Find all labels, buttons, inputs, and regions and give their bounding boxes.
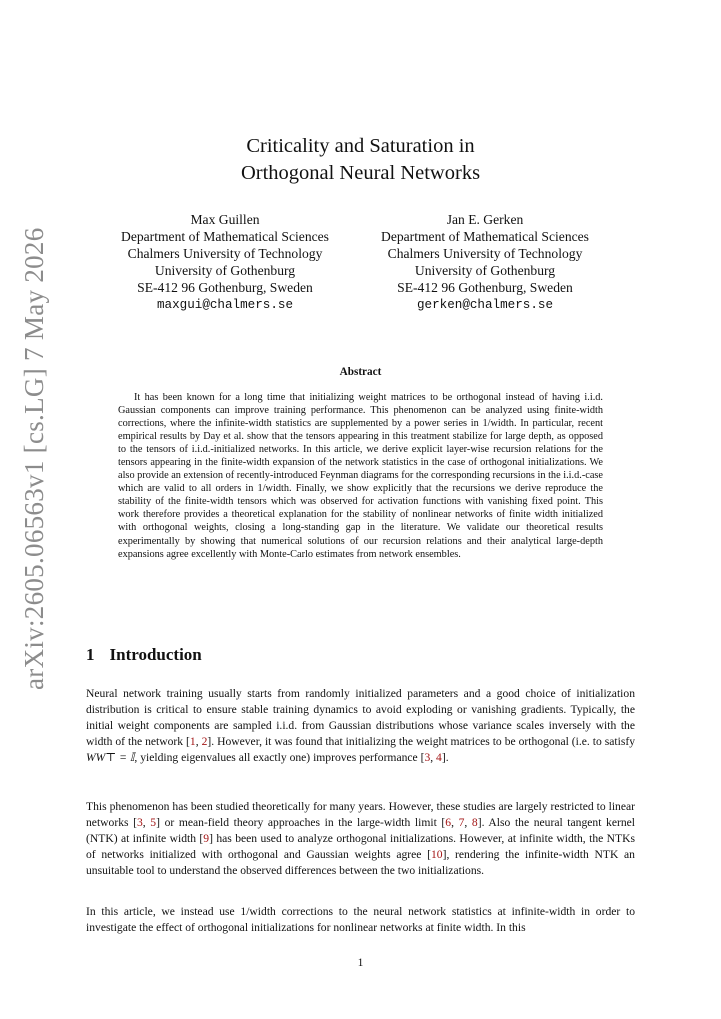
citation-link[interactable]: 6 <box>445 815 452 829</box>
author-name: Max Guillen <box>190 212 260 227</box>
citation-link[interactable]: 2 <box>201 734 208 748</box>
paragraph-text: ]. Also the neural tangent kernel (NTK) at infinite width [ <box>86 815 636 845</box>
paragraph-text: ]. <box>441 750 449 764</box>
author-address: SE-412 96 Gothenburg, Sweden <box>397 279 573 295</box>
paragraph-text: ] has been used to analyze orthogonal initializations. However, at infinite width, the NTKs of networks initialized with orthogonal and Gaussian weights agree [ <box>86 831 635 861</box>
citation-link[interactable]: 9 <box>203 831 210 845</box>
author-department: Department of Mathematical Sciences <box>121 228 329 244</box>
abstract-heading: Abstract <box>339 366 382 378</box>
paragraph-2 <box>86 799 635 879</box>
author-1 <box>100 212 350 313</box>
author-block <box>110 212 610 322</box>
citation-link[interactable]: 1 <box>189 734 196 748</box>
citation-separator: , <box>430 750 437 764</box>
citation-link[interactable]: 7 <box>458 815 465 829</box>
title-line-2: Orthogonal Neural Networks <box>240 162 481 184</box>
paragraph-text: ], rendering the infinite-width NTK an unsuitable tool to understand the observed differences between the two initializations. <box>86 847 635 877</box>
citation-link[interactable]: 8 <box>471 815 478 829</box>
author-address: SE-412 96 Gothenburg, Sweden <box>137 279 313 295</box>
paragraph-text: , yielding eigenvalues all exactly one) improves performance [ <box>134 750 425 764</box>
paragraph-text: This phenomenon has been studied theoretically for many years. However, these studies are largely restricted to linear networks [ <box>86 800 635 829</box>
citation-link[interactable]: 5 <box>150 815 157 829</box>
author-university: University of Gothenburg <box>154 262 296 278</box>
arxiv-identifier-stamp: arXiv:2605.06563v1 [cs.LG] 7 May 2026 <box>19 227 49 690</box>
page-number: 1 <box>357 957 364 969</box>
author-name: Jan E. Gerken <box>446 212 524 227</box>
title-line-1: Criticality and Saturation in <box>246 135 475 157</box>
author-2 <box>360 212 610 313</box>
paragraph-text: ] or mean-field theory approaches in the large-width limit [ <box>156 815 446 829</box>
abstract-body: It has been known for a long time that initializing weight matrices to be orthogonal instead of having i.i.d. Gaussian components can improve training performance. This phenomenon can be analyzed using finite-width corrections, where the infinite-width statistics are supplemented by a power series in 1/width. In particular, recent empirical results by Day et al. show that the tensors appearing in this treatment stabilize for large depth, as opposed to the tensors of i.i.d.-initialized networks. In this article, we derive explicit layer-wise recursion relations for the tensors appearing in the finite-width expansion of the network statistics in the case of orthogonal initializations. We also provide an extension of recently-introduced Feynman diagrams for the corresponding recursions in the i.i.d.-case which are valid to all orders in 1/width. Finally, we show explicitly that the recursions we derive reproduce the stability of the finite-width tensors which was observed for activation functions with vanishing fixed point. This work therefore provides a theoretical explanation for the stability of nonlinear networks of finite width initialized with orthogonal weights, closing a long-standing gap in the literature. We validate our theoretical results experimentally by showing that numerical solutions of our recursion relations and their analytical large-depth expansions agree excellently with Monte-Carlo estimates from network ensembles. <box>118 392 603 560</box>
paper-title <box>0 133 721 187</box>
author-university: Chalmers University of Technology <box>387 245 583 261</box>
citation-link[interactable]: 4 <box>436 750 442 764</box>
author-university: University of Gothenburg <box>414 262 556 278</box>
section-title: Introduction <box>109 645 202 664</box>
author-department: Department of Mathematical Sciences <box>381 228 589 244</box>
paragraph-1 <box>86 686 635 766</box>
section-number: 1 <box>86 645 95 664</box>
author-email: gerken@chalmers.se <box>416 297 554 312</box>
citation-separator: , <box>451 815 459 829</box>
author-university: Chalmers University of Technology <box>127 245 323 261</box>
citation-link[interactable]: 3 <box>424 750 431 764</box>
paragraph-text: Neural network training usually starts from randomly initialized parameters and a good choice of initialization distribution is critical to ensure stable training dynamics to avoid exploding or vanishing gradients. Typically, the initial weight components are sampled i.i.d. from Gaussian distributions whose variance scales inversely with the width of the network [ <box>86 687 635 748</box>
citation-separator: , <box>464 815 472 829</box>
math-expression: WW⊤ = 𝕀 <box>86 750 135 764</box>
citation-separator: , <box>195 734 202 748</box>
paragraph-3: In this article, we instead use 1/width corrections to the neural network statistics at infinite-width in order to investigate the effect of orthogonal initializations for nonlinear networks at finite width. In this <box>86 905 635 934</box>
author-email: maxgui@chalmers.se <box>156 297 294 312</box>
citation-link[interactable]: 3 <box>136 815 143 829</box>
paragraph-text: ]. However, it was found that initializing the weight matrices to be orthogonal (i.e. to satisfy <box>207 734 635 748</box>
citation-separator: , <box>142 815 151 829</box>
citation-link[interactable]: 10 <box>430 847 443 861</box>
section-heading <box>86 645 202 665</box>
